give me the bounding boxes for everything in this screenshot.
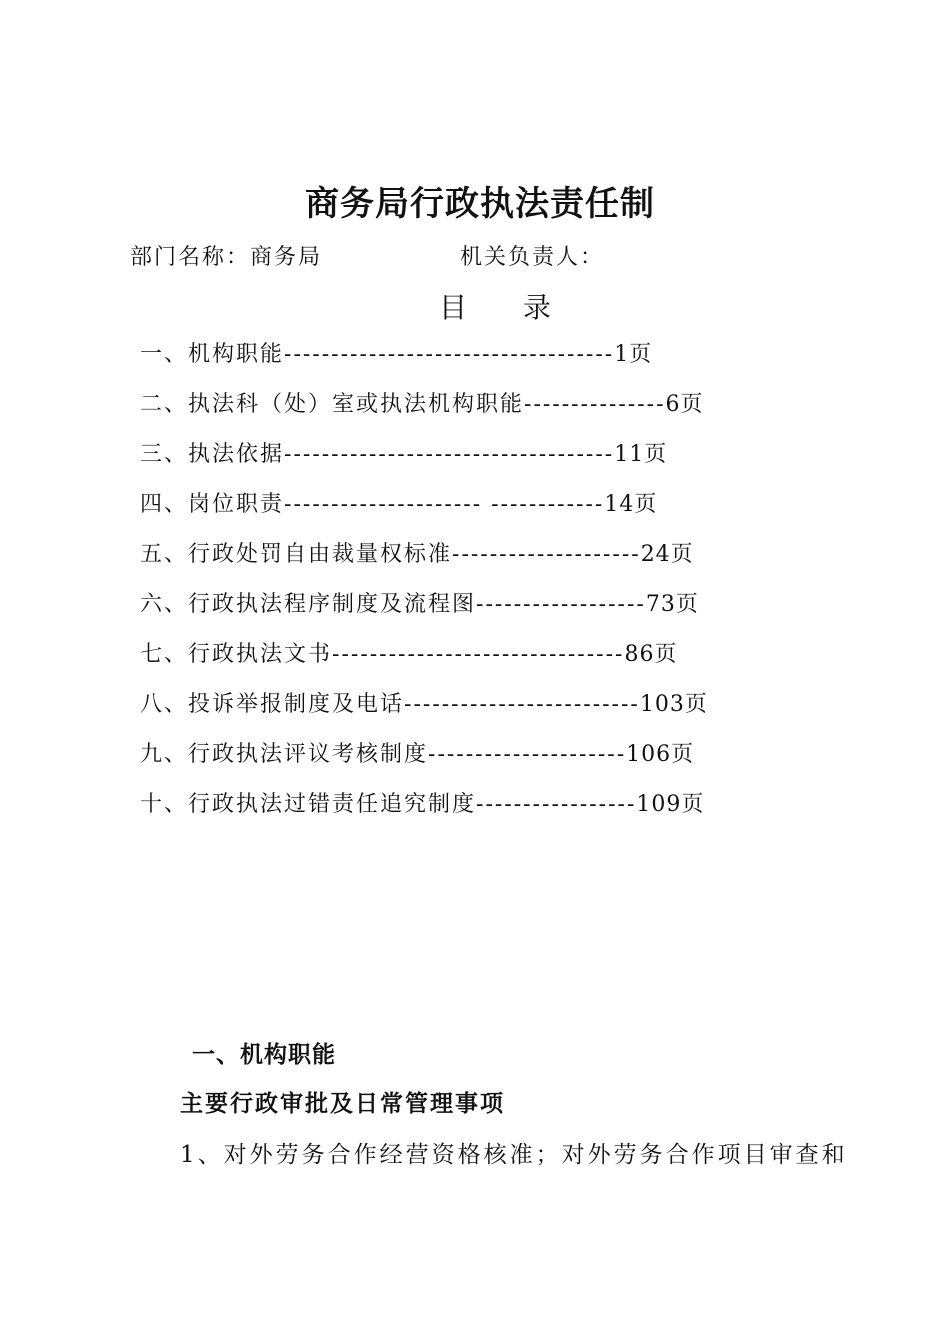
toc-page: 11页 [614, 442, 668, 467]
toc-label: 一、机构职能 [140, 342, 285, 367]
toc-heading-left: 目 [438, 291, 467, 324]
toc-page: 86页 [624, 642, 678, 667]
toc-heading-right: 录 [523, 291, 552, 324]
table-of-contents [140, 336, 820, 836]
toc-label: 九、行政执法评议考核制度 [140, 742, 429, 767]
toc-page: 106页 [626, 742, 695, 767]
section-heading: 一、机构职能 [192, 1041, 336, 1068]
toc-row[interactable] [140, 586, 820, 636]
toc-page: 1页 [614, 342, 653, 367]
toc-leader: ----------------------------------- [284, 342, 615, 367]
toc-page: 14页 [604, 492, 658, 517]
toc-leader: ------------------------- [404, 692, 640, 717]
toc-row[interactable] [140, 336, 820, 386]
toc-leader: ----------------------------------- [284, 442, 615, 467]
toc-heading [0, 286, 950, 326]
toc-leader: --------------- [524, 392, 666, 417]
toc-row[interactable] [140, 486, 820, 536]
toc-page: 24页 [640, 542, 694, 567]
toc-row[interactable] [140, 736, 820, 786]
toc-page: 109页 [636, 792, 705, 817]
toc-page: 6页 [665, 392, 704, 417]
toc-leader: --------------------- [428, 742, 627, 767]
toc-row[interactable] [140, 436, 820, 486]
toc-leader: ------------------ [476, 592, 646, 617]
toc-label: 十、行政执法过错责任追究制度 [140, 792, 477, 817]
head-label: 机关负责人： [460, 245, 605, 270]
department-label: 部门名称：商务局 [130, 245, 323, 270]
sub-heading: 主要行政审批及日常管理事项 [180, 1090, 505, 1117]
toc-leader: -------------------- [452, 542, 641, 567]
toc-label: 五、行政处罚自由裁量权标准 [140, 542, 453, 567]
toc-leader: ----------------- [476, 792, 637, 817]
toc-row[interactable] [140, 536, 820, 586]
body-paragraph: 1、对外劳务合作经营资格核准；对外劳务合作项目审查和 [180, 1142, 848, 1168]
page-title: 商务局行政执法责任制 [305, 184, 655, 224]
toc-row[interactable] [140, 386, 820, 436]
toc-label: 三、执法依据 [140, 442, 285, 467]
toc-label: 七、行政执法文书 [140, 642, 333, 667]
toc-page: 103页 [639, 692, 708, 717]
toc-leader: ------------------------------- [332, 642, 625, 667]
toc-label: 六、行政执法程序制度及流程图 [140, 592, 477, 617]
toc-row[interactable] [140, 636, 820, 686]
toc-label: 二、执法科（处）室或执法机构职能 [140, 392, 525, 417]
toc-page: 73页 [645, 592, 699, 617]
toc-row[interactable] [140, 786, 820, 836]
toc-row[interactable] [140, 686, 820, 736]
toc-label: 八、投诉举报制度及电话 [140, 692, 405, 717]
toc-leader: --------------------- ------------ [284, 492, 605, 517]
toc-label: 四、岗位职责 [140, 492, 285, 517]
